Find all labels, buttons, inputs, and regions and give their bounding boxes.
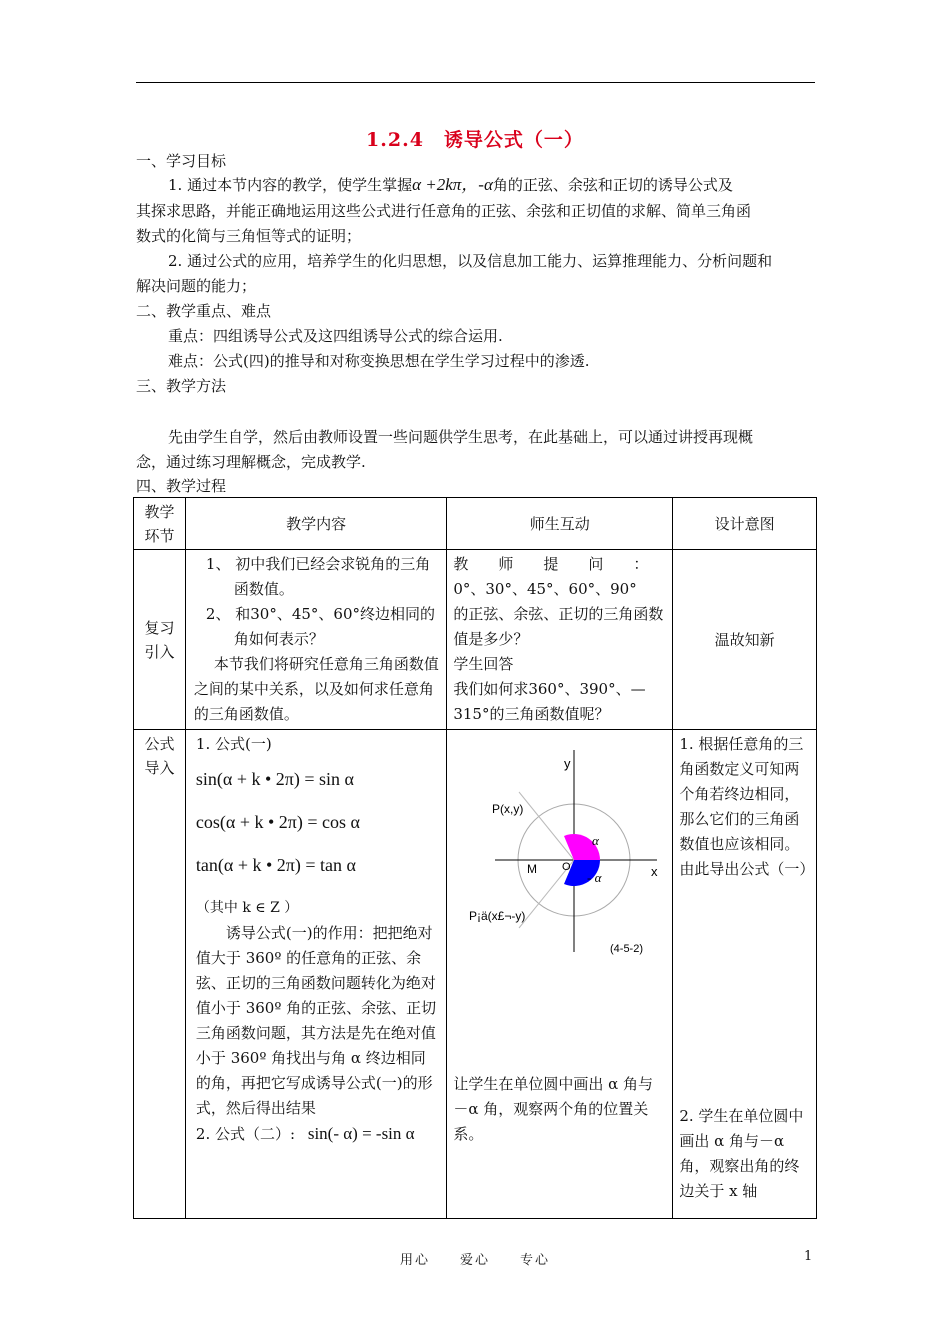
formula-2: sin(- α) = -sin α <box>307 1124 415 1143</box>
row1-design: 温故知新 <box>673 550 817 730</box>
s1-p1-line1 <box>168 175 733 195</box>
section-3-heading: 三、教学方法 <box>136 377 227 395</box>
header-interaction: 师生互动 <box>447 498 673 550</box>
row1-i-line4: 学生回答 <box>453 655 514 673</box>
table-row-review <box>134 550 817 730</box>
row2-design-1: 1. 根据任意角的三角函数定义可知两个角若终边相同，那么它们的三角函数值也应该相同。由此导出公式（一） <box>679 735 815 878</box>
formula-2-title: 2. 公式（二）: <box>195 1125 296 1143</box>
row1-text: 本节我们将研究任意角三角函数值之间的某中关系，以及如何求任意角的三角函数值。 <box>193 655 439 723</box>
row1-item-2: 2、 和30°、45°、60°终边相同的角如何表示？ <box>205 605 435 648</box>
page-title: 1.2.4 诱导公式（一） <box>366 129 584 151</box>
row1-content <box>185 550 446 730</box>
origin-label: O <box>562 861 571 873</box>
header-design: 设计意图 <box>673 498 817 550</box>
section-2-heading: 二、教学重点、难点 <box>136 302 272 320</box>
table-row-formula <box>134 730 817 1219</box>
s1-p1-a: 1. 通过本节内容的教学，使学生掌握 <box>168 176 413 194</box>
row1-item-1: 1、 初中我们已经会求锐角的三角函数值。 <box>205 555 431 598</box>
s3-line2: 念，通过练习理解概念，完成教学. <box>136 453 366 471</box>
row2-design <box>673 730 817 1219</box>
formula-tan: tan(α + k • 2π) = tan α <box>195 855 356 875</box>
s1-p1-math: α +2kπ，-α <box>412 175 493 194</box>
diagram-caption: (4-5-2) <box>610 943 644 955</box>
row1-stage: 复习引入 <box>134 550 186 730</box>
row2-content <box>185 730 446 1219</box>
row1-i-line1: 教 师 提 问 ： <box>453 555 649 573</box>
formula-1-explanation: 诱导公式(一)的作用：把把绝对值大于 360º 的任意角的正弦、余弦、正切的三角函数问题转化为绝对值小于 360º 角的正弦、余弦、正切三角函数问题，其方法是先在绝对值小于 360º 角找出与角 α 终边相同的角，再把它写成诱导公式(一)的形式，然后得出结果 <box>195 924 437 1117</box>
s1-p1-c: 角的正弦、余弦和正切的诱导公式及 <box>492 176 733 194</box>
row1-i-line3: 的正弦、余弦、正切的三角函数值是多少？ <box>453 605 664 648</box>
formula-cos: cos(α + k • 2π) = cos α <box>195 812 360 832</box>
page-number: 1 <box>804 1249 813 1264</box>
y-axis-label: y <box>564 756 571 771</box>
row2-stage: 公式导入 <box>134 730 186 1219</box>
formula-sin: sin(α + k • 2π) = sin α <box>195 769 354 789</box>
section-1-heading: 一、学习目标 <box>136 152 227 170</box>
header-rule <box>136 82 815 83</box>
neg-alpha-label: - α <box>587 870 602 885</box>
row1-interaction <box>447 550 673 730</box>
teaching-process-table <box>133 497 817 1219</box>
s1-p2-line2: 解决问题的能力； <box>136 277 257 295</box>
alpha-label: α <box>592 833 600 848</box>
p-prime-point-label: P¡ä(x£¬-y) <box>469 909 526 923</box>
x-axis-label: x <box>651 864 658 879</box>
unit-circle-diagram <box>447 730 672 970</box>
s2-line1: 重点：四组诱导公式及这四组诱导公式的综合运用. <box>168 327 503 345</box>
table-header-row <box>134 498 817 550</box>
s1-p2-line1: 2. 通过公式的应用，培养学生的化归思想，以及信息加工能力、运算推理能力、分析问题和 <box>168 252 773 270</box>
s1-p1-line3: 数式的化简与三角恒等式的证明； <box>136 227 362 245</box>
row2-interaction <box>447 730 673 1219</box>
s3-line1: 先由学生自学，然后由教师设置一些问题供学生思考，在此基础上，可以通过讲授再现概 <box>168 428 754 446</box>
formula-1-title: 1. 公式(一) <box>195 735 272 753</box>
s2-line2: 难点：公式(四)的推导和对称变换思想在学生学习过程中的渗透. <box>168 352 590 370</box>
header-content: 教学内容 <box>185 498 446 550</box>
footer-text: 用心 爱心 专心 <box>399 1253 550 1268</box>
p-point-label: P(x,y) <box>492 802 524 816</box>
row1-i-line5: 我们如何求360°、390°、—315°的三角函数值呢？ <box>453 680 646 723</box>
header-stage: 教学环节 <box>134 498 186 550</box>
s1-p1-line2: 其探求思路，并能正确地运用这些公式进行任意角的正弦、余弦和正切值的求解、简单三角函 <box>136 202 752 220</box>
terminal-side-alpha <box>519 792 574 860</box>
section-4-heading: 四、教学过程 <box>136 477 227 495</box>
m-label: M <box>527 862 538 876</box>
formula-note: （其中 k ∈ Z ） <box>195 900 299 916</box>
row2-i-text: 让学生在单位圆中画出 α 角与－α 角，观察两个角的位置关系。 <box>453 1075 653 1143</box>
row1-i-line2: 0°、30°、45°、60°、90° <box>453 580 637 598</box>
formula-2-line <box>196 1121 440 1147</box>
row2-design-2: 2. 学生在单位圆中画出 α 角与－α 角，观察出角的终边关于 x 轴 <box>679 1107 804 1200</box>
